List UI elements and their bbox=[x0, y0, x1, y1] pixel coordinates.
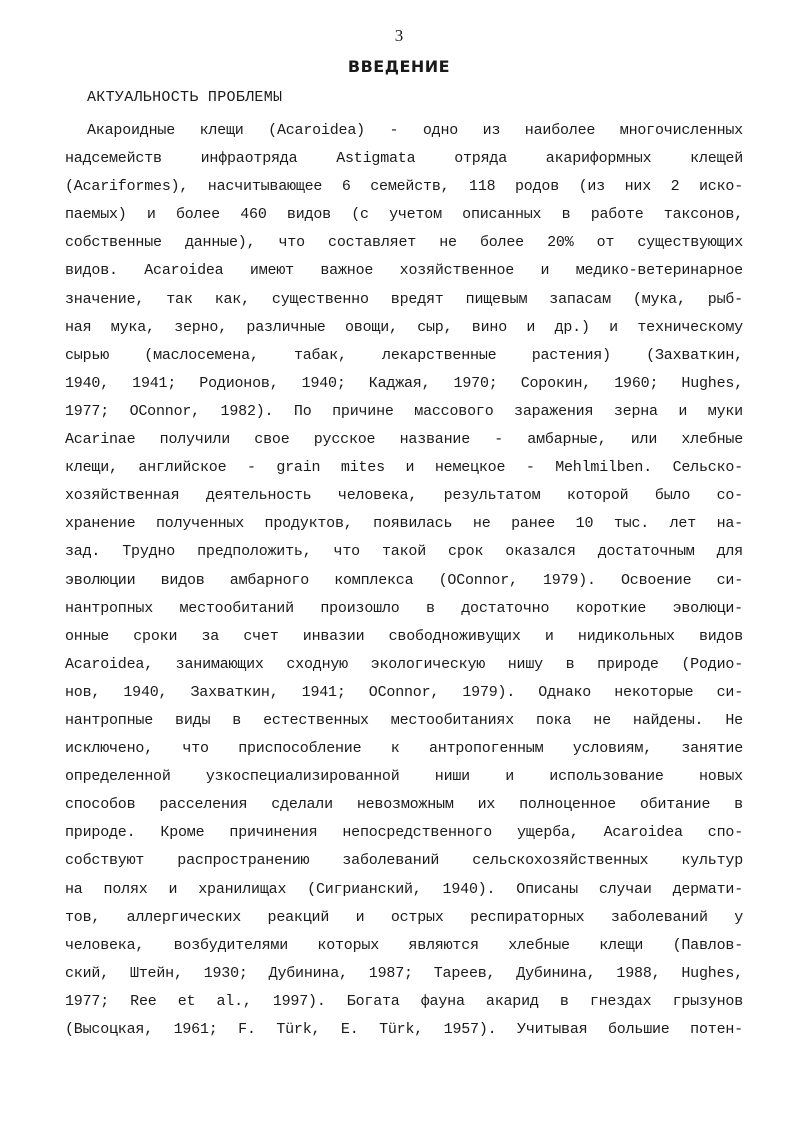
text-line: тов, аллергических реакций и острых респираторных заболеваний у bbox=[65, 908, 743, 926]
text-line: собствуют распространению заболеваний сельскохозяйственных культур bbox=[65, 852, 743, 870]
text-line: зад. Трудно предположить, что такой срок оказался достаточным для bbox=[65, 543, 743, 561]
text-line: ский, Штейн, 1930; Дубинина, 1987; Тареев, Дубинина, 1988, Hughes, bbox=[65, 964, 743, 982]
page-title: ВВЕДЕНИЕ bbox=[347, 57, 451, 76]
text-line: исключено, что приспособление к антропогенным условиям, занятие bbox=[65, 740, 743, 758]
body-paragraph bbox=[65, 117, 743, 1044]
text-line: собственные данные), что составляет не более 20% от существующих bbox=[65, 234, 743, 252]
text-line: человека, возбудителями которых являются хлебные клещи (Павлов- bbox=[65, 936, 743, 954]
text-line: хозяйственная деятельность человека, результатом которой было со- bbox=[65, 487, 743, 505]
text-line: природе. Кроме причинения непосредственного ущерба, Acaroidea спо- bbox=[65, 824, 743, 842]
text-line: (Acariformes), насчитывающее 6 семейств, 118 родов (из них 2 иско- bbox=[65, 178, 743, 196]
page-number: 3 bbox=[394, 26, 404, 45]
text-line: нантропные виды в естественных местообитаниях пока не найдены. Не bbox=[65, 711, 743, 729]
text-line: на полях и хранилищах (Сигрианский, 1940). Описаны случаи дермати- bbox=[65, 880, 743, 898]
text-line: нов, 1940, Захваткин, 1941; OConnor, 1979). Однако некоторые си- bbox=[65, 683, 743, 701]
text-line: эволюции видов амбарного комплекса (OConnor, 1979). Освоение си- bbox=[65, 571, 743, 589]
text-line: 1977; OConnor, 1982). По причине массового заражения зерна и муки bbox=[65, 402, 743, 420]
text-line: Acaroidea, занимающих сходную экологическую нишу в природе (Родио- bbox=[65, 655, 743, 673]
text-line: 1977; Ree et al., 1997). Богата фауна акарид в гнездах грызунов bbox=[65, 992, 743, 1010]
text-line: паемых) и более 460 видов (с учетом описанных в работе таксонов, bbox=[65, 206, 743, 224]
text-line: 1940, 1941; Родионов, 1940; Каджая, 1970; Сорокин, 1960; Hughes, bbox=[65, 374, 743, 392]
text-line: нантропных местообитаний произошло в достаточно короткие эволюци- bbox=[65, 599, 743, 617]
section-heading: АКТУАЛЬНОСТЬ ПРОБЛЕМЫ bbox=[87, 89, 283, 106]
text-line: (Высоцкая, 1961; F. Türk, E. Türk, 1957). Учитывая большие потен- bbox=[65, 1021, 743, 1038]
text-line: сырью (маслосемена, табак, лекарственные растения) (Захваткин, bbox=[65, 346, 743, 364]
text-line: Acarinae получили свое русское название - амбарные, или хлебные bbox=[65, 431, 743, 449]
text-line: способов расселения сделали невозможным их полноценное обитание в bbox=[65, 796, 743, 814]
text-line: хранение полученных продуктов, появилась не ранее 10 тыс. лет на- bbox=[65, 515, 743, 533]
text-line: видов. Acaroidea имеют важное хозяйственное и медико-ветеринарное bbox=[65, 262, 743, 280]
text-line: ная мука, зерно, различные овощи, сыр, вино и др.) и техническому bbox=[65, 318, 743, 336]
text-line: определенной узкоспециализированной ниши и использование новых bbox=[65, 768, 743, 786]
text-line: надсемейств инфраотряда Astigmata отряда акариформных клещей bbox=[65, 150, 743, 168]
text-line: онные сроки за счет инвазии свободноживущих и нидикольных видов bbox=[65, 627, 743, 645]
text-line: Акароидные клещи (Acaroidea) - одно из наиболее многочисленных bbox=[87, 122, 743, 139]
text-line: значение, так как, существенно вредят пищевым запасам (мука, рыб- bbox=[65, 290, 743, 308]
text-line: клещи, английское - grain mites и немецкое - Mehlmilben. Сельско- bbox=[65, 459, 743, 477]
